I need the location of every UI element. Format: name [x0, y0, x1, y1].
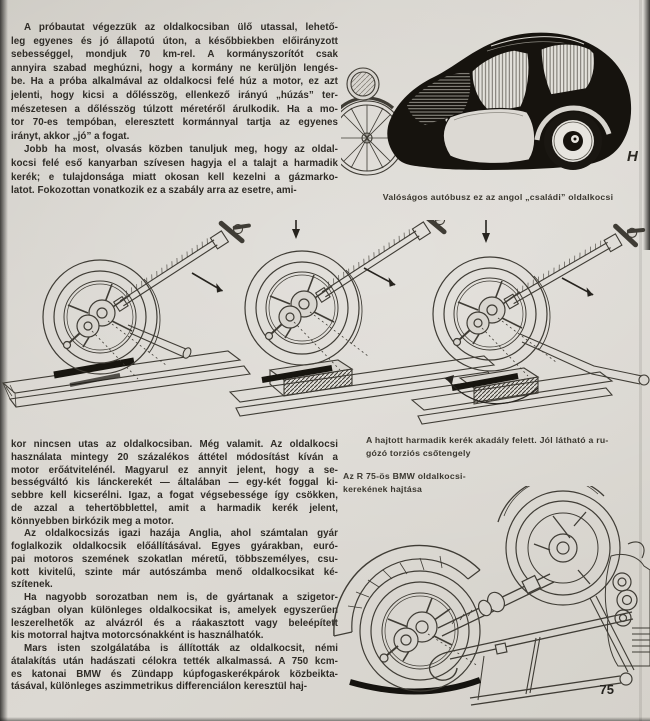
- figure-torsion-wheels: [0, 220, 650, 434]
- text-line: kocsi felé eső kanyarban szívesen hagyja el a talajt a harmadik: [11, 157, 338, 169]
- text-line: bességváltó kis lánckerekét — általában — egy-két foggal ki-: [11, 477, 338, 489]
- text-line: Mars isten szolgálatába is állították az oldalkocsit, némi: [24, 643, 338, 654]
- paragraph: [11, 592, 338, 643]
- text-line: es katonai BMW és Zündapp kúpfogaskerékpárok közbeikta-: [11, 668, 338, 680]
- paragraph: [11, 528, 338, 592]
- figure-sidecar-bus: [341, 8, 650, 190]
- torsion-wheels-illustration: [0, 220, 650, 434]
- wheel-drawing-sprung: [412, 220, 649, 424]
- paragraph: [11, 143, 338, 197]
- text-line: jelenti, hogy kicsi a dőlésszög, ellenkező irányú „húzás” ter-: [11, 89, 338, 101]
- text-line: kott kivitelű, szinte már autószámba menő oldalkocsikat ké-: [11, 566, 338, 578]
- text-line: szítenek.: [11, 579, 53, 591]
- paragraph: [11, 21, 338, 143]
- artist-signature: H: [627, 148, 638, 165]
- text-line: mészetesen a dőlésszög túlzott méretéről árulkodik. Ha a mo-: [11, 103, 338, 115]
- text-line: Ha nagyobb sorozatban nem is, de gyártanak a szigetor-: [24, 592, 338, 603]
- text-line: sebességgel, mondjuk 70 km-rel. A kormányszorítót csak: [11, 49, 338, 61]
- text-line: Az R 75-ös BMW oldalkocsi-: [343, 471, 466, 481]
- text-line: kerék; e tulajdonsága miatt okosan kell kezelni a gázmarko-: [11, 171, 338, 183]
- wheel-drawing-flat: [3, 220, 254, 407]
- body-text-lower: [11, 439, 338, 694]
- text-line: de azzal a tehertöbblettel, amit a harmadik kerék jelent,: [11, 502, 338, 514]
- text-line: kis motorral hajtva motorcsónakként is használhatók.: [11, 630, 264, 642]
- text-line: Az oldalkocsizás igazi hazája Anglia, ahol számtalan gyár: [24, 528, 338, 540]
- text-line: használata mintegy 20 százalékos áttétel módosítást kíván a: [11, 451, 338, 463]
- text-line: átalakítás után hadászati célokra tették alkalmassá. A 750 kcm-: [11, 655, 338, 667]
- sidecar-wheel: [350, 571, 480, 692]
- engine-block: [605, 542, 650, 666]
- text-line: A hajtott harmadik kerék akadály felett. Jól látható a ru-: [366, 435, 609, 445]
- paragraph: [11, 439, 338, 528]
- text-line: foglalkozik oldalkocsik előállításával. Egyes gyárakban, euró-: [11, 541, 338, 552]
- text-line: irányt, akkor „jó” a fogat.: [11, 130, 130, 142]
- page-number: 75: [599, 682, 614, 697]
- text-line: latot. Fokozottan vonatkozik ez a szabály arra az esetre, ami-: [11, 185, 297, 197]
- text-line: sebbre kell kicserélni. Igaz, a fogat végsebessége így csökken,: [11, 490, 338, 501]
- motorcycle-rear-wheel: [498, 486, 620, 605]
- body-text-upper: [11, 21, 338, 198]
- text-line: pai motoros szemének szokatlan méretű, többszemélyes, csu-: [11, 553, 338, 565]
- text-line: kor nincsen utas az oldalkocsiban. Még valamit. Az oldalkocsi: [11, 439, 338, 450]
- sidecar-bus-illustration: [341, 8, 650, 190]
- text-line: annyira szabad meghúzni, hogy a kormány ne kerüljön lengés-: [11, 62, 338, 74]
- text-line: gózó torziós csőtengely: [366, 448, 471, 458]
- text-line: szágban olyan különleges oldalkocsikat is, amelyek egyszerűen: [11, 604, 338, 616]
- text-line: be. Ha a próba alkalmával az oldalkocsi felé húz a motor, ez azt: [11, 76, 338, 88]
- text-line: leszerelhetők az alvázról és a ráakasztott vagy beleépített: [11, 617, 338, 629]
- text-line: kerekének hajtása: [343, 484, 423, 494]
- text-line: tor 70-es tempóban, eleresztett kormánnyal tartja az egyenes: [11, 117, 338, 129]
- text-line: Jobb ha most, olvasás közben tanuljuk meg, hogy az oldal-: [24, 144, 338, 156]
- text-line: A próbautat végezzük az oldalkocsiban ülő utassal, lehető-: [24, 22, 338, 33]
- caption-sidecar-bus: Valóságos autóbusz ez az angol „családi” oldalkocsi: [382, 192, 614, 202]
- sidecar-fender: [334, 545, 480, 636]
- text-line: leg egyenes és jó állapotú úton, a későbbiekben előirányzott: [11, 35, 338, 47]
- paragraph: [11, 643, 338, 694]
- text-line: tásával, különleges aszimmetrikus differenciálon keresztül haj-: [11, 681, 308, 693]
- text-line: motor erőátvitelénél. Magyarul ez annyit jelent, hogy a se-: [11, 464, 338, 476]
- caption-torsion-wheel: [366, 434, 644, 460]
- text-line: könnyebben birkózik meg a motor.: [11, 515, 174, 527]
